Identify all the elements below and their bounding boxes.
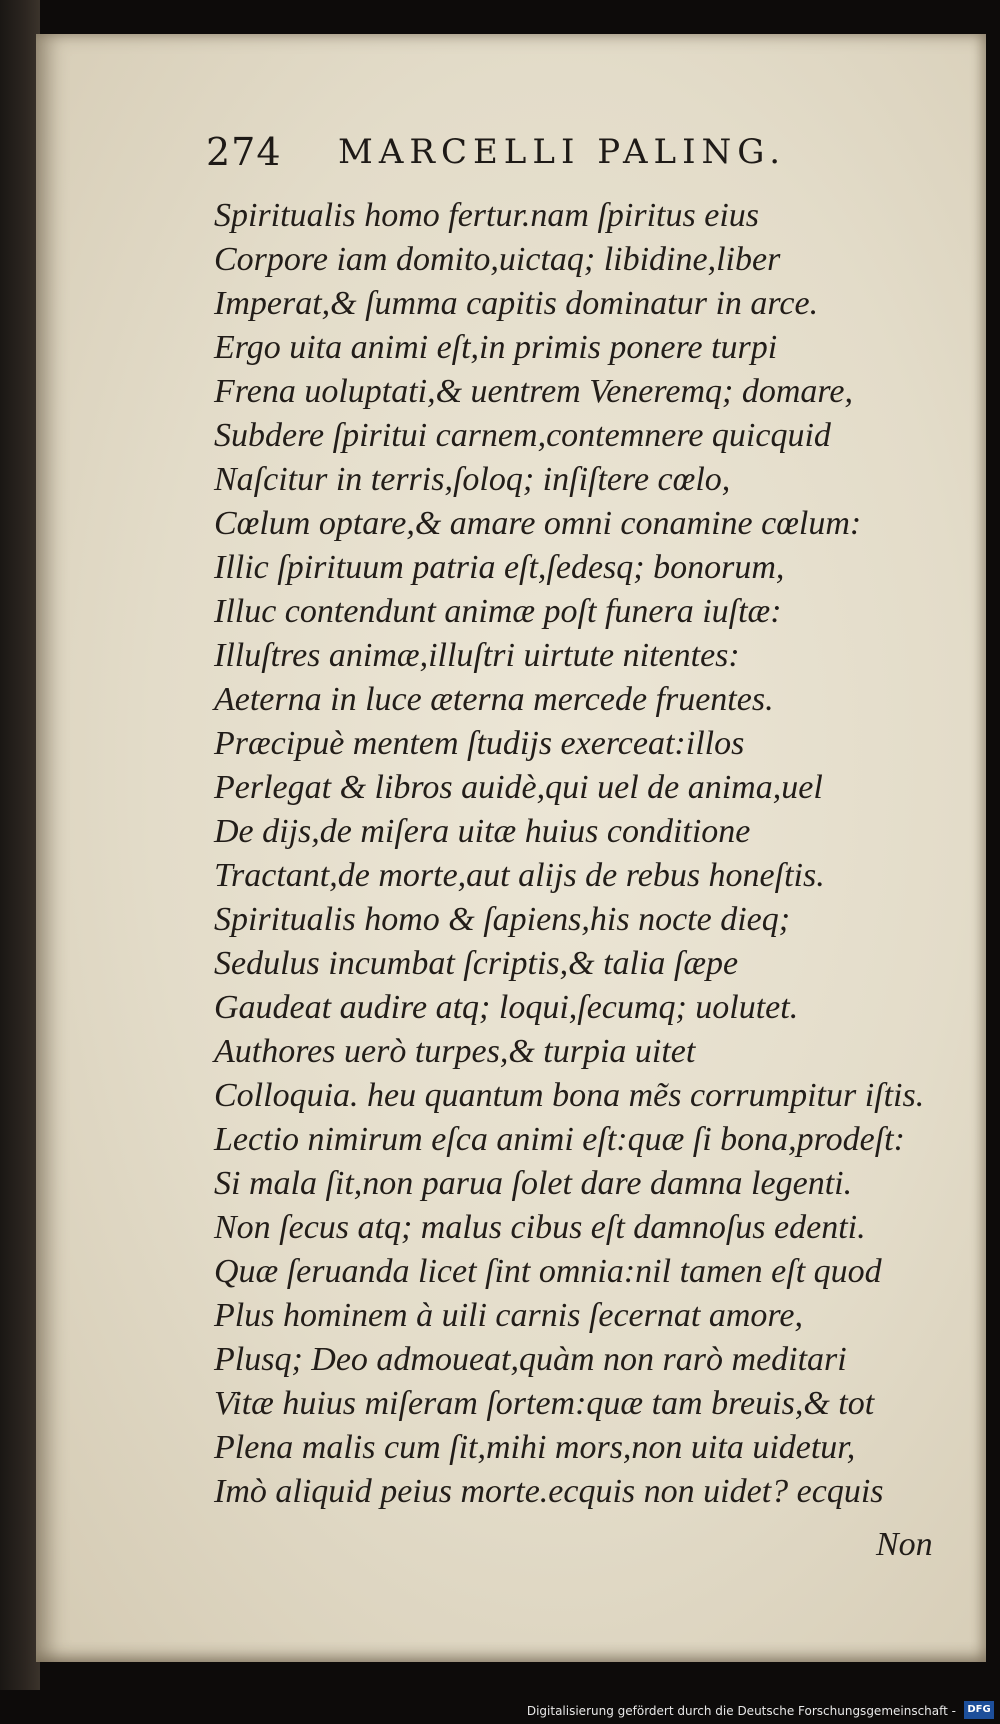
verse-line: Colloquia. heu quantum bona mẽs corrumpitur iſtis. xyxy=(214,1077,925,1114)
verse-line: Præcipuè mentem ſtudijs exerceat:illos xyxy=(214,725,745,762)
verse-line: Non ſecus atq; malus cibus eſt damnoſus edenti. xyxy=(214,1209,866,1246)
verse-line: Aeterna in luce æterna mercede fruentes. xyxy=(214,681,774,718)
catchword: Non xyxy=(876,1526,933,1563)
page-header xyxy=(206,130,926,194)
book-page xyxy=(36,34,986,1662)
verse-line: Spiritualis homo fertur.nam ſpiritus eius xyxy=(214,197,759,234)
verse-line: Corpore iam domito,uictaq; libidine,liber xyxy=(214,241,781,278)
verse-line: Illic ſpirituum patria eſt,ſedesq; bonorum, xyxy=(214,549,785,586)
verse-line: Si mala ſit,non parua ſolet dare damna legenti. xyxy=(214,1165,853,1202)
running-head: MARCELLI PALING. xyxy=(338,132,787,172)
verse-line: Plus hominem à uili carnis ſecernat amore, xyxy=(214,1297,803,1334)
verse-line: Sedulus incumbat ſcriptis,& talia ſæpe xyxy=(214,945,739,982)
verse-line: Illuc contendunt animæ poſt funera iuſtæ: xyxy=(214,593,782,630)
book-left-edge xyxy=(0,0,40,1690)
verse-line: Naſcitur in terris,ſoloq; inſiſtere cœlo, xyxy=(214,461,731,498)
verse-line: Illuſtres animæ,illuſtri uirtute nitentes: xyxy=(214,637,740,674)
verse-line: Vitæ huius miſeram ſortem:quæ tam breuis,& tot xyxy=(214,1385,875,1422)
verse-line: Authores uerò turpes,& turpia uitet xyxy=(214,1033,696,1070)
funding-note: Digitalisierung gefördert durch die Deutsche Forschungsgemeinschaft - xyxy=(526,1704,956,1718)
dfg-logo: DFG xyxy=(964,1701,994,1719)
verse-line: Perlegat & libros auidè,qui uel de anima,uel xyxy=(214,769,823,806)
verse-line: Subdere ſpiritui carnem,contemnere quicquid xyxy=(214,417,831,454)
verse-line: Ergo uita animi eſt,in primis ponere turpi xyxy=(214,329,778,366)
verse-line: Imò aliquid peius morte.ecquis non uidet? ecquis xyxy=(214,1473,884,1510)
verse-line: Lectio nimirum eſca animi eſt:quæ ſi bona,prodeſt: xyxy=(214,1121,905,1158)
verse-line: Imperat,& ſumma capitis dominatur in arce. xyxy=(214,285,819,322)
verse-line: Plena malis cum ſit,mihi mors,non uita uidetur, xyxy=(214,1429,856,1466)
verse-line: Frena uoluptati,& uentrem Veneremq; domare, xyxy=(214,373,853,410)
page-number: 274 xyxy=(206,130,282,174)
verse-line: Tractant,de morte,aut alijs de rebus honeſtis. xyxy=(214,857,825,894)
verse-line: Quæ ſeruanda licet ſint omnia:nil tamen eſt quod xyxy=(214,1253,882,1290)
verse-line: Cœlum optare,& amare omni conamine cœlum: xyxy=(214,505,862,542)
verse-line: Spiritualis homo & ſapiens,his nocte dieq; xyxy=(214,901,791,938)
verse-line: Plusq; Deo admoueat,quàm non rarò meditari xyxy=(214,1341,847,1378)
verse-line: De dijs,de miſera uitæ huius conditione xyxy=(214,813,751,850)
verse-line: Gaudeat audire atq; loqui,ſecumq; uolutet. xyxy=(214,989,799,1026)
verse-text xyxy=(214,194,974,1514)
